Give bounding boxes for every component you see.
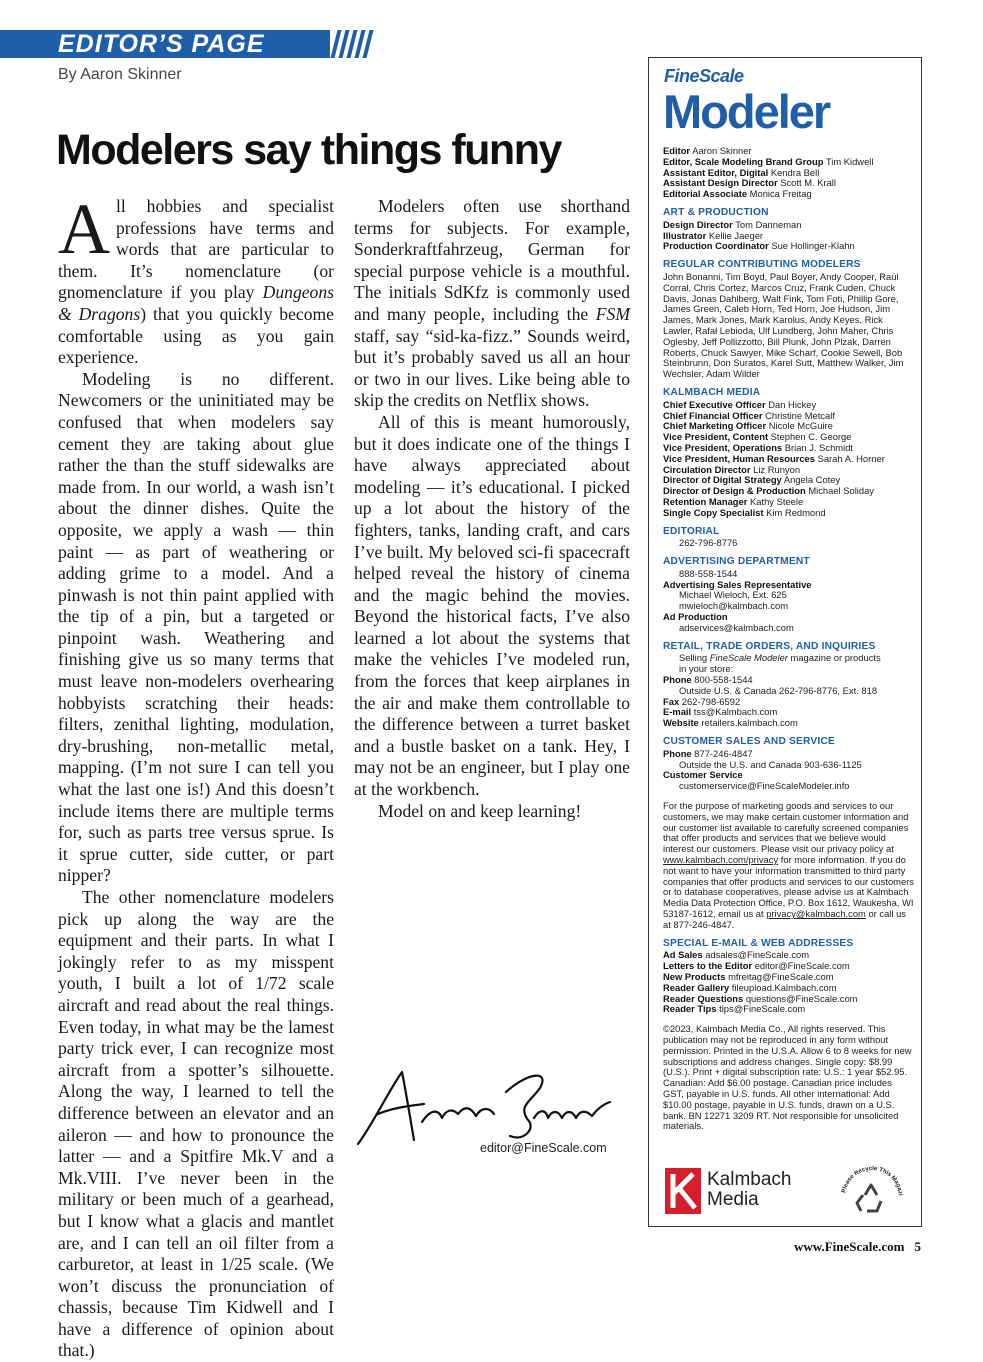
contributors-heading: REGULAR CONTRIBUTING MODELERS bbox=[663, 259, 861, 271]
advertising-heading: ADVERTISING DEPARTMENT bbox=[663, 556, 810, 568]
signature-image bbox=[352, 1062, 614, 1152]
editorial-phone: 262-796-8776 bbox=[679, 537, 738, 549]
editor-email[interactable]: editor@FineScale.com bbox=[480, 1141, 607, 1155]
page-footer bbox=[794, 1239, 921, 1255]
retail-email[interactable]: tss@Kalmbach.com bbox=[693, 706, 778, 718]
drop-cap: A bbox=[58, 189, 110, 269]
paragraph-5: All of this is meant humorously, but it does indicate one of the things I have always appreciated about modeling — it’s educational. I picked up a lot about the history of the fighters, tanks, landing craft, and cars I’ve built. My beloved sci-fi spacecraft helped reveal the history of cinema and the magic behind the movies. Beyond the historical facts, I’ve also learned a lot about the systems that make the vehicles I’ve modeled run, from the forces that keep airplanes in the air and make them controllable to the difference between a turret basket and a bustle basket on a tank. Hey, I may not be an engineer, but I play one at the workbench. bbox=[354, 411, 630, 800]
paragraph-1: All hobbies and specialist professions have terms and words that are particular to them. It’s nomenclature (or gnomenclature if you play Dungeons & Dragons) that you quickly become comfortable using as you gain experience. bbox=[58, 189, 334, 368]
article-headline: Modelers say things funny bbox=[56, 126, 561, 174]
contributors-list: John Bonanni, Tim Boyd, Paul Boyer, Andy Cooper, Raúl Corral, Chris Cortez, Marcos Cruz, Frank Cuden, Chuck Davis, Jonas Dahlberg, Walt Fink, Tom Foti, Phillip Gore, James Green, Caleb Horn, Ted Horn, Joe Hudson, Jim James, Mark Jones, Mark Karolus, Andy Keyes, Rick Lawler, Rafał Lebioda, Ulf Lundberg, John Maher, Chris Oglesby, Jeff Pollizzotto, Bill Plunk, John Plzak, Darren Roberts, Chuck Sawyer, Mike Scharf, Cookie Sewell, Bob Steinbrunn, Don Suratos, Karel Sutt, Matthew Walker, Jim Wechsler, Adam Wilder bbox=[663, 270, 904, 380]
recycle-icon bbox=[837, 1165, 907, 1223]
kalmbach-heading: KALMBACH MEDIA bbox=[663, 386, 761, 398]
masthead-body: Editor Aaron Skinner Editor, Scale Modeling Brand Group Tim Kidwell Assistant Editor, Digital Kendra Bell Assistant Design Director Scott M. Krall Editorial Associate Monica Freitag ART & PRODUCTION Design Director Tom Danneman Illustrator Kellie Jaeger Production Coordinator Sue Hollinger-Klahn REGULAR CONTRIBUTING MODELERS John Bonanni, Tim Boyd, Paul Boyer, Andy Cooper, Raúl Corral, Chris Cortez, Marcos Cruz, Frank Cuden, Chuck Davis, Jonas Dahlberg, Walt Fink, Tom Foti, Phillip Gore, James Green, Caleb Horn, Ted Horn, Joe Hudson, Jim James, Mark Jones, Mark Karolus, Andy Keyes, Rick Lawler, Rafał Lebioda, Ulf Lundberg, John Maher, Chris Oglesby, Jeff Pollizzotto, Bill Plunk, John Plzak, Darren Roberts, Chuck Sawyer, Mike Scharf, Cookie Sewell, Bob Steinbrunn, Don Suratos, Karel Sutt, Matthew Walker, Jim Wechsler, Adam Wilder KALMBACH MEDIA Chief Executive Officer Dan Hickey Chief Financial Officer Christine Metcalf Chief Marketing Officer Nicole McGuire Vice President, Content Stephen C. George Vice President, Operations Brian J. Schmidt Vice President, Human Resources Sarah A. Horner Circulation Director Liz Runyon Director of Digital Strategy Angela Cotey Director of Design & Production Michael Soliday Retention Manager Kathy Steele Single Copy Specialist Kim Redmond EDITORIAL 262-796-8776 ADVERTISING DEPARTMENT 888-558-1544 Advertising Sales Representative Michael Wieloch, Ext. 625 mwieloch@kalmbach.com Ad Production adservices@kalmbach.com RETAIL, TRADE ORDERS, AND INQUIRIES Selling FineScale Modeler magazine or products in your store: Phone 800-558-1544 Outside U.S. & Canada 262-796-8776, Ext. 818 Fax 262-798-6592 E-mail tss@Kalmbach.com Website retailers.kalmbach.com CUSTOMER SALES AND SERVICE Phone 877-246-4847 Outside the U.S. and Canada 903-636-1125 Customer Service customerservice@FineScaleModeler.info For the purpose of marketing goods and services to our customers, we may make certain customer information and our customer list available to carefully screened companies that offer products and services that we believe would interest our customers. Please visit our privacy policy at www.kalmbach.com/privacy for more information. If you do not want to have your information transmitted to third party companies that offer products and services to our customers or to database cooperatives, please advise us at Kalmbach Media Data Protection Office, P.O. Box 1612, Waukesha, WI 53187-1612, email us at privacy@kalmbach.com or call us at 877-246-4847. SPECIAL E-MAIL & WEB ADDRESSES Ad Sales adsales@FineScale.com Letters to the Editor editor@FineScale.com New Products mfreitag@FineScale.com Reader Gallery fileupload.Kalmbach.com Reader Questions questions@FineScale.com Reader Tips tips@FineScale.com ©2023, Kalmbach Media Co., All rights reserved. This publication may not be reproduced in any form without permission. Printed in the U.S.A. Allow 6 to 8 weeks for new subscriptions and address changes. Single copy: $8.99 (U.S.). Print + digital subscription rate: U.S.: 1 year $52.95. Canadian: Add $6.00 postage. Canadian price includes GST, payable in U.S. funds. All other international: Add $10.00 postage, payable in U.S. funds, drawn on a U.S. bank. BN 12271 3209 RT. Not responsible for unsolicited materials. bbox=[663, 145, 914, 1132]
paragraph-3: The other nomenclature modelers pick up along the way are the equipment and their parts. In what I jokingly refer to as my misspent youth, I built a lot of 1/72 scale aircraft and read about the real things. Even today, in what may be the lamest party trick ever, I can recognize most aircraft from a spotter’s silhouette. Along the way, I learned to tell the difference between an elevator and an aileron — and how to pronounce the latter — and a Spitfire Mk.V and a Mk.VIII. I’ve never been in the military or been much of a gearhead, but I know what a glacis and mantlet are, and I can tell an oil filter from a carburetor, at least in 1/25 scale. (We won’t discuss the pronunciation of chassis, because Tim Kidwell and I have a difference of opinion about that.) bbox=[58, 887, 334, 1361]
paragraph-6: Model on and keep learning! bbox=[378, 800, 582, 821]
ad-production-email[interactable]: adservices@kalmbach.com bbox=[679, 621, 794, 633]
paragraph-4: Modelers often use shorthand terms for subjects. For example, Sonderkraftfahrzeug, German for special purpose vehicle is a mouthful. The initials SdKfz is commonly used and many people, including the FSM staff, say “sid-ka-fizz.” Sounds weird, but it’s probably saved us all an hour or two in our lives. Like being able to skip the credits on Netflix shows. bbox=[354, 196, 630, 411]
customer-service-email[interactable]: customerservice@FineScaleModeler.info bbox=[679, 780, 850, 792]
retail-website[interactable]: retailers.kalmbach.com bbox=[701, 717, 798, 729]
page-number: 5 bbox=[914, 1239, 921, 1254]
adv-rep-email[interactable]: mwieloch@kalmbach.com bbox=[679, 600, 789, 612]
section-label: EDITOR’S PAGE bbox=[58, 30, 265, 58]
banner-stripes bbox=[330, 30, 374, 58]
logo-finescale: FineScale bbox=[664, 66, 744, 86]
footer-url[interactable]: www.FineScale.com bbox=[794, 1239, 905, 1254]
article-column-2 bbox=[354, 196, 630, 822]
logo-modeler: Modeler bbox=[663, 85, 830, 138]
copyright-notice: ©2023, Kalmbach Media Co., All rights reserved. This publication may not be reproduced in any form without permission. Printed in the U.S.A. Allow 6 to 8 weeks for new subscriptions and address changes. Single copy: $8.99 (U.S.). Print + digital subscription rate: U.S.: 1 year $52.95. Canadian: Add $6.00 postage. Canadian price includes GST, payable in U.S. funds. All other international: Add $10.00 postage, payable in U.S. funds, drawn on a U.S. bank. BN 12271 3209 RT. Not responsible for unsolicited materials. bbox=[663, 1023, 912, 1132]
editorial-heading: EDITORIAL bbox=[663, 525, 720, 537]
paragraph-2: Modeling is no different. Newcomers or the uninitiated may be confused that when modelers say cement they are taking about glue rather the than the stuff sidewalks are made from. In our world, a wash isn’t about the dinner dishes. Quite the opposite, we apply a wash — thin paint — as part of weathering or adding grime to a model. And a pinwash is not thin paint applied with the tip of a pin, but a targeted or pinpoint wash. Weathering and finishing give us so many terms that must leave non-modelers overhearing hobbyists scratching their heads: filters, zenithal lighting, modulation, dry-brushing, non-metallic metal, mapping. (I’m not sure I can tell you what the last one is!) And this doesn’t include items there are multiple terms for, such as parts tree versus sprue. Is it sprue cutter, side cutter, or part nipper? bbox=[58, 368, 334, 886]
privacy-email[interactable]: privacy@kalmbach.com bbox=[766, 908, 866, 919]
art-production-heading: ART & PRODUCTION bbox=[663, 206, 769, 218]
kalmbach-logo: Kalmbach Media bbox=[665, 1168, 795, 1214]
privacy-link[interactable]: www.kalmbach.com/privacy bbox=[663, 854, 779, 866]
byline: By Aaron Skinner bbox=[58, 66, 182, 83]
retail-heading: RETAIL, TRADE ORDERS, AND INQUIRIES bbox=[663, 640, 876, 652]
customer-service-heading: CUSTOMER SALES AND SERVICE bbox=[663, 736, 835, 748]
staff-list: Editor Aaron Skinner Editor, Scale Modeling Brand Group Tim Kidwell Assistant Editor, Digital Kendra Bell Assistant Design Director Scott M. Krall Editorial Associate Monica Freitag bbox=[663, 145, 874, 200]
svg-text:Please Recycle This Magazine: Please Recycle This Magazi bbox=[841, 1165, 903, 1196]
masthead-sidebar bbox=[648, 57, 922, 1227]
kalmbach-k-icon bbox=[665, 1168, 701, 1214]
privacy-notice: For the purpose of marketing goods and services to our customers, we may make certain customer information and our customer list available to carefully screened companies that offer products and services that we believe would interest our customers. Please visit our privacy policy at www.kalmbach.com/privacy for more information. If you do not want to have your information transmitted to third party companies that offer products and services to our customers or to database cooperatives, please advise us at Kalmbach Media Data Protection Office, P.O. Box 1612, Waukesha, WI 53187-1612, email us at privacy@kalmbach.com or call us at 877-246-4847. bbox=[663, 800, 914, 930]
special-heading: SPECIAL E-MAIL & WEB ADDRESSES bbox=[663, 937, 854, 949]
article-column-1 bbox=[58, 189, 334, 1362]
